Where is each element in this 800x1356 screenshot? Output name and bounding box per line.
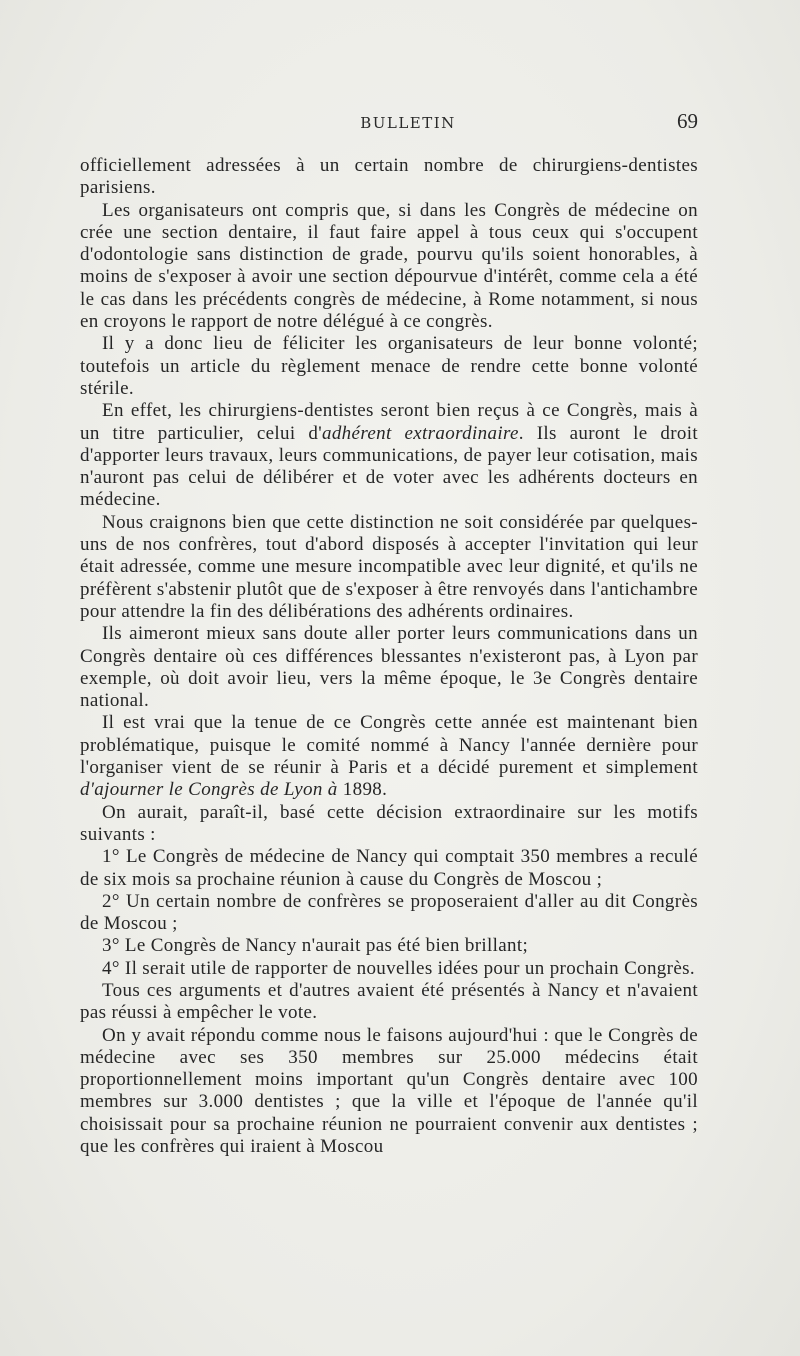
- list-item: 2° Un certain nombre de confrères se proposeraient d'aller au dit Congrès de Moscou ;: [80, 890, 698, 935]
- list-item: 4° Il serait utile de rapporter de nouvelles idées pour un prochain Congrès.: [102, 957, 695, 979]
- page-header: [80, 109, 698, 144]
- paragraph: Tous ces arguments et d'autres avaient été présentés à Nancy et n'avaient pas réussi à empêcher le vote.: [80, 979, 698, 1024]
- paragraph: [80, 400, 698, 511]
- paragraph: officiellement adressées à un certain nombre de chirurgiens-dentistes parisiens.: [80, 155, 698, 199]
- paragraph: Nous craignons bien que cette distinction ne soit considérée par quelques-uns de nos confrères, tout d'abord disposés à accepter l'invitation qui leur était adressée, comme une mesure incompatible avec leur dignité, et qu'ils ne préfèrent s'abstenir plutôt que de s'exposer à être renvoyés dans l'antichambre pour attendre la fin des délibérations des adhérents ordinaires.: [80, 511, 698, 622]
- paragraph: Ils aimeront mieux sans doute aller porter leurs communications dans un Congrès dentaire où ces différences blessantes n'existeront pas, à Lyon par exemple, où doit avoir lieu, vers la même époque, le 3e Congrès dentaire national.: [80, 623, 698, 712]
- paragraph: On aurait, paraît-il, basé cette décision extraordinaire sur les motifs suivants :: [80, 801, 698, 845]
- list-item: 3° Le Congrès de Nancy n'aurait pas été bien brillant;: [102, 935, 529, 957]
- paragraph: Les organisateurs ont compris que, si dans les Congrès de médecine on crée une section dentaire, il faut faire appel à tous ceux qui s'occupent d'odontologie sans distinction de grade, pourvu qu'ils soient honorables, à moins de s'exposer à avoir une section dépourvue d'intérêt, comme cela a été le cas dans les précédents congrès de médecine, à Rome notamment, si nous en croyons le rapport de notre délégué à ce congrès.: [80, 199, 698, 333]
- italic-phrase: d'ajourner le Congrès de Lyon à: [80, 779, 338, 801]
- paragraph: On y avait répondu comme nous le faisons aujourd'hui : que le Congrès de médecine avec ses 350 membres sur 25.000 médecins était proportionnellement moins important qu'un Congrès dentaire avec 100 membres sur 3.000 dentistes ; que la ville et l'époque de l'année qu'il choisissait pour sa prochaine réunion ne pourraient convenir aux dentistes ; que les confrères qui iraient à Moscou: [80, 1024, 698, 1158]
- page-number: 69: [677, 109, 698, 133]
- paragraph-text: En effet, les chirurgiens-dentistes seront bien reçus à ce Congrès, mais à un titre particulier, celui d': [80, 400, 698, 444]
- body-text: [80, 155, 698, 1158]
- italic-term: adhérent extraordinaire: [321, 422, 519, 444]
- paragraph: Il y a donc lieu de féliciter les organisateurs de leur bonne volonté; toutefois un article du règlement menace de rendre cette bonne volonté stérile.: [80, 333, 698, 399]
- paragraph-text: . Ils auront le droit d'apporter leurs travaux, leurs communications, de payer leur cotisation, mais n'auront pas celui de délibérer et de voter avec les adhérents docteurs en médecine.: [80, 422, 698, 511]
- paragraph-text: 1898.: [337, 779, 388, 801]
- list-item: 1° Le Congrès de médecine de Nancy qui comptait 350 membres a reculé de six mois sa prochaine réunion à cause du Congrès de Moscou ;: [80, 846, 698, 890]
- paragraph: [80, 712, 698, 801]
- paragraph-text: Il est vrai que la tenue de ce Congrès cette année est maintenant bien problématique, puisque le comité nommé à Nancy l'année dernière pour l'organiser vient de se réunir à Paris et a décidé purement et simplement: [80, 712, 698, 779]
- running-title: BULLETIN: [360, 114, 456, 132]
